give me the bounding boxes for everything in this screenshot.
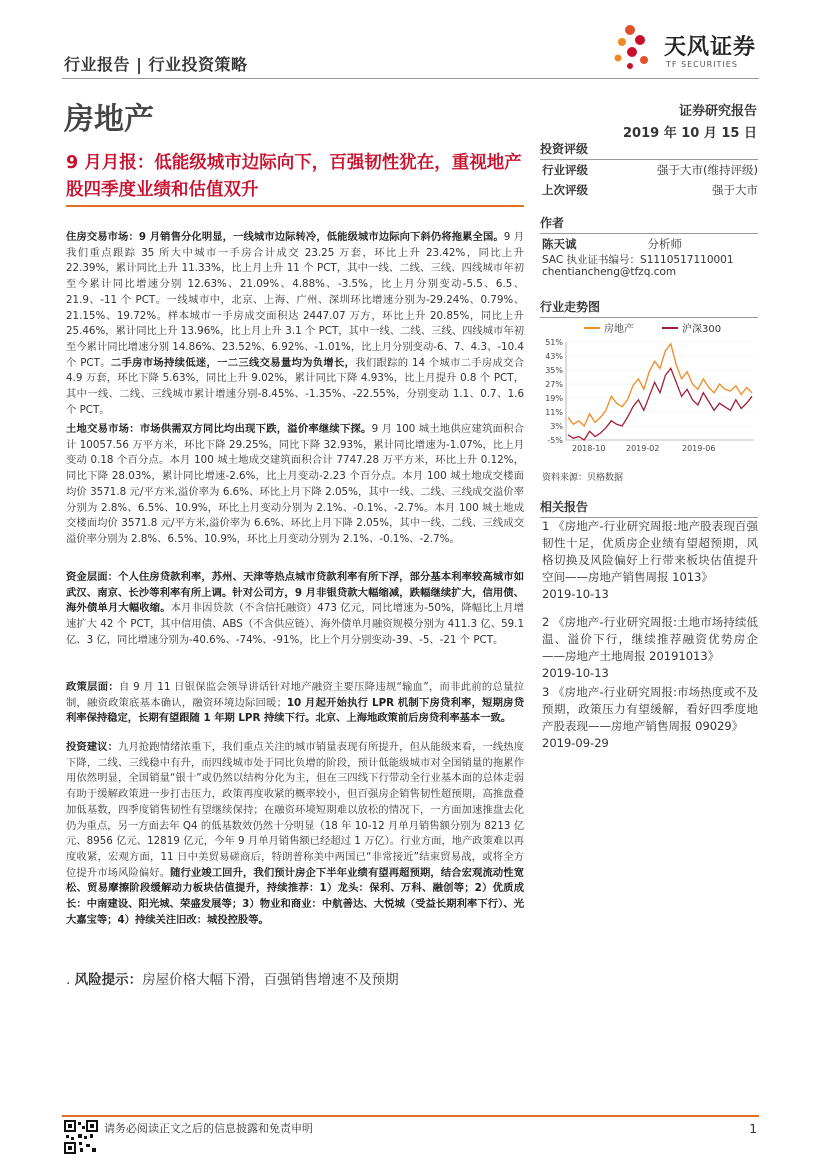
x-tick-label: 2019-02 — [626, 444, 660, 453]
related-report-2-date: 2019-10-13 — [542, 666, 609, 680]
related-report-3-date: 2019-09-29 — [542, 736, 609, 750]
author-sac: SAC 执业证书编号：S1110517110001 — [542, 254, 734, 266]
document-type: 证券研究报告 — [678, 104, 757, 119]
x-tick-label: 2019-06 — [682, 444, 716, 453]
risk-lead: 风险提示： — [74, 972, 143, 988]
p1-bold: 9 月销售分化明显，一线城市边际转冷，低能级城市边际向下斜仍将拖累全国。 — [138, 231, 504, 243]
prev-rating-row — [542, 182, 758, 198]
author-heading: 作者 — [540, 214, 758, 234]
y-tick-label: 3% — [550, 422, 563, 431]
rating-row — [542, 162, 758, 178]
p2-lead: 土地交易市场：市场供需双方同比均出现下跌，溢价率继续下探。 — [66, 423, 372, 435]
p1-text2: 我们跟踪的 14 个城市二手房成交合 4.9 万套，环比下降 5.63%，同比上升 9.02%，累计同比下降 4.93%，比上月提升 0.8 个 PCT，其中一线、二线、三线城市累计增速分别-8.45%、-1.35%、-22.55%，分别变动 1.1、0.7、1.6 个 PCT。 — [66, 356, 524, 416]
p2-text: 9 月 100 城土地供应建筑面积合计 10057.56 万平方米，环比下降 29.25%，同比下降 32.93%，累计同比增速为-1.07%，比上月变动 0.18 个百分点。本月 100 城土地成交建筑面积合计 7747.28 万平方米，环比上升 0.12%，同比下降 28.03%，累计同比增速-2.6%，比上月变动-2.23 个百分点。本月 100 城土地成交楼面均价 3571.8 元/平方米,溢价率为 6.6%、环比上月下降 2.05%，其中一线、二线、三线成交溢价率分别为 2.8%、6.5%、10.9%，环比上月变动分别为 2.1%、-0.1%、-2.7%。本月 100 城土地成交楼面均价 3571.8 元/平方米,溢价率为 6.6%、环比上月下降 2.05%，其中一线、二线、三线成交溢价率分别为 2.8%、6.5%、10.9%，环比上月变动分别为 2.1%、-0.1%、-2.7%。 — [66, 423, 524, 545]
related-report-2-text[interactable]: 2 《房地产-行业研究周报:土地市场持续低温、溢价下行，继续推荐融资优势房企——房地产土地周报 20191013》 — [542, 615, 758, 663]
y-tick-label: 19% — [545, 394, 563, 403]
paragraph-funding — [66, 570, 524, 649]
industry-trend-chart — [540, 318, 758, 468]
related-report-3[interactable] — [542, 684, 758, 752]
p5-lead: 投资建议： — [66, 741, 119, 753]
risk-warning — [66, 968, 399, 988]
logo-name-en: TF SECURITIES — [666, 60, 738, 69]
rating-heading: 投资评级 — [540, 140, 758, 160]
author-role: 分析师 — [647, 237, 682, 251]
p5-text: 九月抢跑情绪浓重下，我们重点关注的城市销量表现有所提升，但从能级来看，一线热度下降，二线、三线稳中有升，而四线城市处于同比负增的阶段，预计低能级城市对全国销量的拖累作用依然明显，全国销量“银十”或仍然以结构分化为主，但在三四线下行带动全行业基本面的总体走弱有助于缓解政策进一步打击压力，政策再度收紧的概率较小，但百强房企销售韧性超预期，高推盘叠加低基数，四季度销售韧性有望继续保持；在融资环境短期难以放松的情况下，一方面加速推盘去化仍为重点，另一方面去年 Q4 的低基数效仍然十分明显（18 年 10-12 月单月销售额分别为 8213 亿元、8956 亿元、12819 亿元，今年 9 月单月销售额已经超过 1 万亿）。行业方面，地产政策难以再度收紧，宏观方面，11 日中美贸易磋商后，特朗普称美中两国已“非常接近”结束贸易战，或将全方位提升市场风险偏好。 — [66, 741, 525, 879]
title-divider — [66, 205, 524, 207]
y-tick-label: 35% — [545, 366, 563, 375]
author-name: 陈天诚 — [542, 237, 577, 251]
p1-text: 9 月我们重点跟踪 35 所大中城市一手房合计成交 23.25 万套，环比上升 23.42%，同比上升 22.39%，累计同比上升 11.33%，比上月上升 11 个 PCT，其中一线、二线、三线、四线城市年初至今累计同比增速分别 12.63%、21.09%、4.88%、-3.5%，比上月分别变动-5.5、6.5、21.9、-11 个 PCT。一线城市中，北京、上海、广州、深圳环比增速分别为-29.24%、0.79%、21.15%、19.72%。样本城市一手房成交面积达 2447.07 万方，环比上升 20.85%，同比上升 25.46%，累计同比上升 13.96%，比上月上升 3.1 个 PCT，其中一线、二线、三线、四线城市年初至今累计同比增速分别 14.86%、23.52%、6.92%、-1.01%，比上月分别变动-6、7、4.3、-10.4 个 PCT。 — [66, 231, 525, 369]
risk-text: 房屋价格大幅下滑，百强销售增速不及预期 — [142, 972, 399, 988]
p5-bold: 随行业竣工回升，我们预计房企下半年业绩有望再超预期，结合宏观流动性宽松、贸易摩擦阶段缓解动力板块估值提升，持续推荐：1）龙头：保利、万科、融创等；2）优质成长：中南建设、阳光城、荣盛发展等；3）物业和商业：中航善达、大悦城（受益长期利率下行）、光大嘉宝等；4）持续关注旧改：城投控股等。 — [66, 866, 525, 926]
footer-divider — [62, 1115, 759, 1117]
series-line-csi300 — [568, 368, 752, 440]
qr-code-icon — [64, 1120, 98, 1154]
related-report-1[interactable] — [542, 518, 758, 603]
related-report-1-text[interactable]: 1 《房地产-行业研究周报:地产股表现百强韧性十足，优质房企业绩有望超预期，风格切换及风险偏好上行带来板块估值提升空间——房地产销售周报 1013》 — [542, 519, 758, 584]
prev-rating-value: 强于大市 — [712, 183, 758, 197]
legend-label: 房地产 — [604, 324, 634, 335]
risk-bullet-icon: . — [66, 972, 75, 988]
legend-label: 沪深300 — [682, 324, 722, 335]
author-row — [542, 236, 682, 252]
related-report-1-date: 2019-10-13 — [542, 587, 609, 601]
report-date: 2019 年 10 月 15 日 — [623, 126, 757, 141]
paragraph-housing-market — [66, 230, 524, 418]
p4-lead: 政策层面： — [66, 681, 119, 693]
y-tick-label: -5% — [547, 436, 563, 445]
author-email[interactable]: chentiancheng@tfzq.com — [542, 266, 677, 278]
paragraph-investment — [66, 740, 524, 928]
header-divider — [62, 78, 759, 79]
p4-text: 自 9 月 11 日银保监会领导讲话针对地产融资主要压降违规“输血”，而非此前的总量拉制，融资政策底基本确认，融资环境边际回暖； — [66, 681, 524, 709]
disclaimer: 请务必阅读正文之后的信息披露和免责申明 — [104, 1122, 313, 1135]
p1-bold2: 二手房市场持续低迷，一二三线交易量均为负增长， — [110, 356, 356, 369]
rating-label: 行业评级 — [542, 163, 588, 177]
p3-text: 本月非因贷款（不含信托融资）473 亿元，同比增速为-50%，降幅比上月增速扩大 42 个 PCT，其中信用债、ABS（不含供应链）、海外债单月融资规模分别为 411.3 亿、59.1 亿、3 亿，同比增速分别为-40.6%、-74%、-91%，比上个月分别变动-39、-5、-21 个 PCT。 — [66, 602, 525, 646]
y-tick-label: 51% — [545, 338, 563, 347]
p4-bold: 10 月起开始执行 LPR 机制下房贷利率，短期房贷利率保持稳定，长期有望跟随 1 年期 LPR 持续下行。北京、上海地政策前后房贷利率基本一致。 — [66, 696, 525, 725]
paragraph-policy — [66, 680, 524, 727]
related-report-3-text[interactable]: 3 《房地产-行业研究周报:市场热度或不及预期，政策压力有望缓解，看好四季度地产股表现——房地产销售周报 09029》 — [542, 685, 758, 733]
report-title: 9 月月报：低能级城市边际向下，百强韧性犹在，重视地产股四季度业绩和估值双升 — [66, 153, 522, 200]
x-tick-label: 2018-10 — [572, 444, 606, 453]
paragraph-land-market — [66, 422, 524, 548]
report-type: 行业报告 | 行业投资策略 — [64, 55, 248, 74]
y-tick-label: 27% — [545, 380, 563, 389]
y-tick-label: 11% — [545, 408, 563, 417]
rating-value: 强于大市(维持评级) — [657, 163, 758, 177]
y-tick-label: 43% — [545, 352, 563, 361]
p3-lead: 资金层面：个人住房贷款利率，苏州、天津等热点城市贷款利率有所下浮，部分基本利率较高城市如武汉、南京、长沙等利率有所上调。针对公司方，9 月非银贷款大幅缩减，跌幅继续扩大，信用债、海外债单月大幅收缩。 — [66, 571, 524, 615]
page-number: 1 — [749, 1122, 757, 1136]
trend-heading: 行业走势图 — [540, 298, 758, 318]
related-report-2[interactable] — [542, 614, 758, 682]
p1-lead: 住房交易市场： — [66, 231, 139, 243]
related-heading: 相关报告 — [540, 498, 758, 518]
prev-rating-label: 上次评级 — [542, 183, 588, 197]
chart-source: 资料来源：贝格数据 — [542, 473, 624, 483]
industry-title: 房地产 — [64, 102, 154, 137]
logo-name: 天风证券 — [664, 35, 757, 60]
